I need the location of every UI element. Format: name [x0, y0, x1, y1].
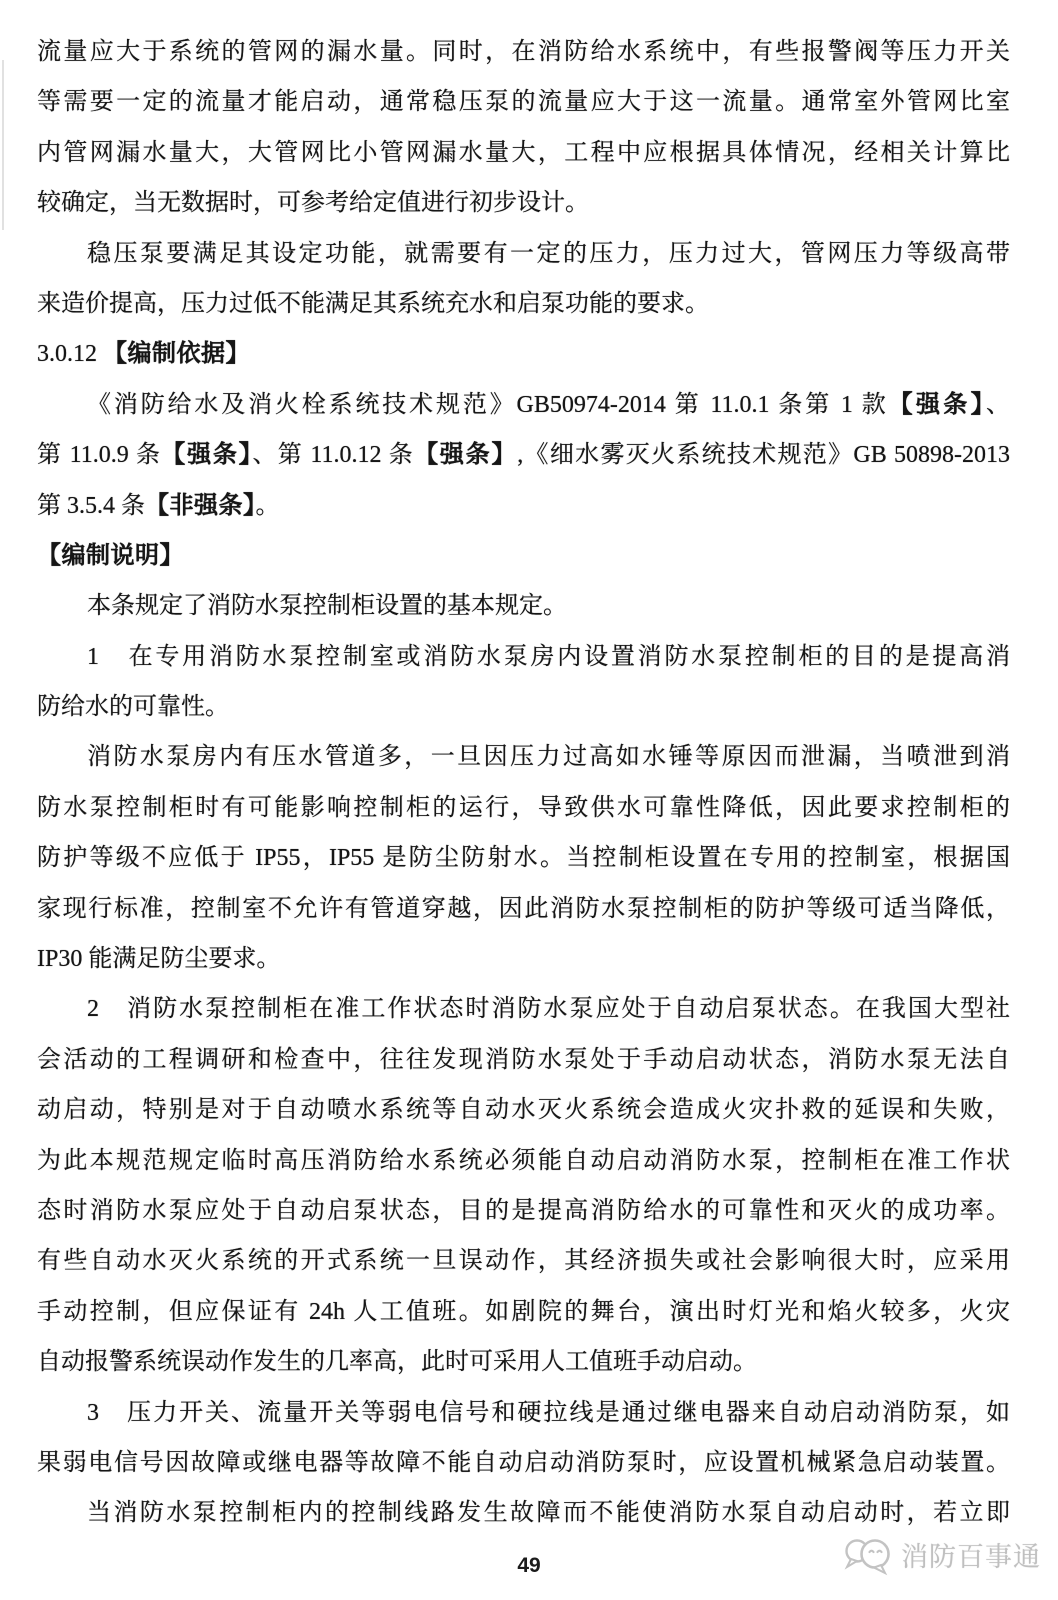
text-line: 家现行标准，控制室不允许有管道穿越，因此消防水泵控制柜的防护等级可适当降低，: [37, 895, 1010, 922]
text-line: 会活动的工程调研和检查中，往往发现消防水泵处于手动启动状态，消防水泵无法自: [37, 1046, 1010, 1073]
text-line: IP30 能满足防尘要求。: [37, 946, 281, 973]
text-line: 来造价提高，压力过低不能满足其系统充水和启泵功能的要求。: [37, 290, 709, 317]
text-line: 自动报警系统误动作发生的几率高，此时可采用人工值班手动启动。: [37, 1349, 757, 1376]
text-line: 稳压泵要满足其设定功能，就需要有一定的压力，压力过大，管网压力等级高带: [87, 240, 1010, 267]
text-line: 防护等级不应低于 IP55，IP55 是防尘防射水。当控制柜设置在专用的控制室，根据国: [37, 845, 1010, 872]
text-line: 动启动，特别是对于自动喷水系统等自动水灭火系统会造成火灾扑救的延误和失败，: [37, 1097, 1010, 1124]
text-line: 较确定，当无数据时，可参考给定值进行初步设计。: [37, 190, 589, 217]
text-line: 等需要一定的流量才能启动，通常稳压泵的流量应大于这一流量。通常室外管网比室: [37, 89, 1010, 116]
watermark-text: 消防百事通: [901, 1541, 1041, 1572]
text-line: 防水泵控制柜时有可能影响控制柜的运行，导致供水可靠性降低，因此要求控制柜的: [37, 794, 1010, 821]
text-line: 防给水的可靠性。: [37, 694, 229, 721]
text-line: 手动控制，但应保证有 24h 人工值班。如剧院的舞台，演出时灯光和焰火较多，火灾: [37, 1298, 1010, 1325]
text-line: 态时消防水泵应处于自动启泵状态，目的是提高消防给水的可靠性和灭火的成功率。: [37, 1197, 1010, 1224]
text-line: 消防水泵房内有压水管道多，一旦因压力过高如水锤等原因而泄漏，当喷泄到消: [87, 744, 1010, 771]
text-line: 内管网漏水量大，大管网比小管网漏水量大，工程中应根据具体情况，经相关计算比: [37, 139, 1010, 166]
scan-artifact-line: [2, 60, 4, 230]
text-line: 为此本规范规定临时高压消防给水系统必须能自动启动消防水泵，控制柜在准工作状: [37, 1147, 1010, 1174]
text-line: 第 3.5.4 条【非强条】。: [37, 491, 280, 519]
text-line: 本条规定了消防水泵控制柜设置的基本规定。: [87, 593, 567, 620]
text-line: 当消防水泵控制柜内的控制线路发生故障而不能使消防水泵自动启动时，若立即: [87, 1500, 1010, 1527]
text-line: 1 在专用消防水泵控制室或消防水泵房内设置消防水泵控制柜的目的是提高消: [87, 643, 1010, 670]
text-line: 2 消防水泵控制柜在准工作状态时消防水泵应处于自动启泵状态。在我国大型社: [87, 996, 1010, 1023]
text-line: 有些自动水灭火系统的开式系统一旦误动作，其经济损失或社会影响很大时，应采用: [37, 1248, 1010, 1275]
text-line: 3 压力开关、流量开关等弱电信号和硬拉线是通过继电器来自动启动消防泵，如: [87, 1399, 1010, 1426]
text-line: 果弱电信号因故障或继电器等故障不能自动启动消防泵时，应设置机械紧急启动装置。: [37, 1449, 1010, 1476]
text-line: 【编制说明】: [37, 541, 184, 569]
text-line: 流量应大于系统的管网的漏水量。同时，在消防给水系统中，有些报警阀等压力开关: [37, 39, 1010, 65]
text-line: 3.0.12 【编制依据】: [37, 340, 250, 368]
document-body: [37, 27, 1010, 1539]
text-line: 第 11.0.9 条【强条】、第 11.0.12 条【强条】,《细水雾灭火系统技术规范》GB 50898-2013: [37, 441, 1010, 469]
text-line: 《消防给水及消火栓系统技术规范》GB50974-2014 第 11.0.1 条第 1 款【强条】、: [87, 390, 1010, 418]
page-number: 49: [517, 1554, 541, 1577]
